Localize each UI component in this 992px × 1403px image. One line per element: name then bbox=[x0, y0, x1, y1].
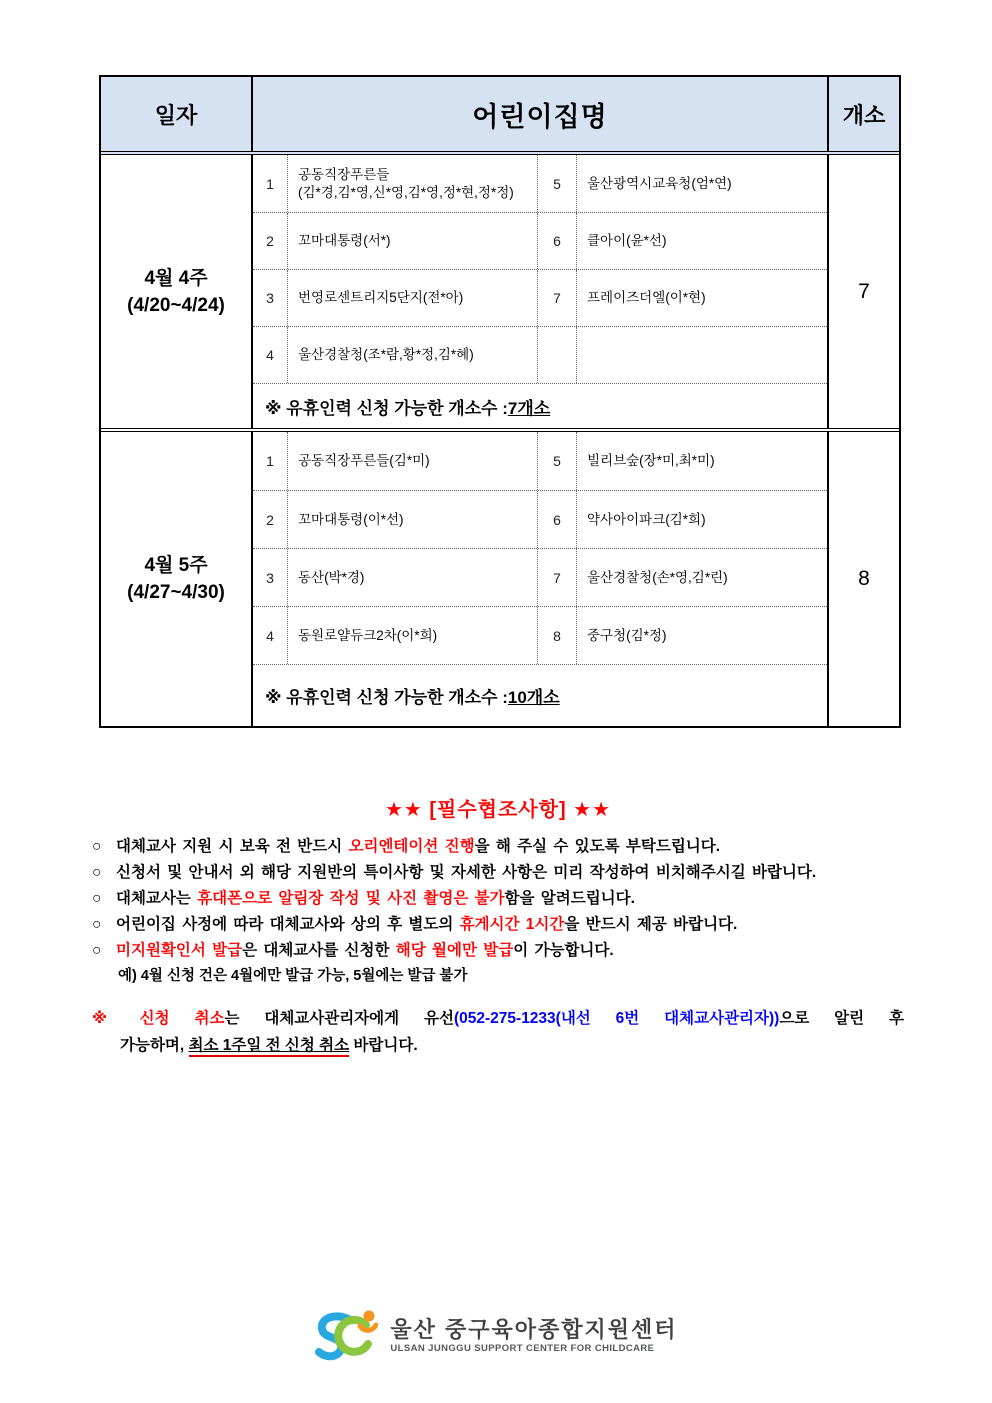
notice-line-certificate bbox=[92, 938, 904, 964]
entry-name: 울산경찰청(손*영,김*린) bbox=[576, 549, 827, 606]
footer-logo-text bbox=[390, 1317, 677, 1354]
schedule-table bbox=[99, 75, 901, 728]
entry-name-line2: (김*경,김*영,신*영,김*영,정*현,정*정) bbox=[298, 184, 514, 200]
week4-count: 7 bbox=[858, 279, 870, 303]
cancel-line2 bbox=[92, 1032, 904, 1059]
entry-name bbox=[576, 327, 827, 383]
table-row bbox=[253, 155, 827, 212]
week5-date-line1: 4월 5주 bbox=[144, 555, 208, 576]
week5-date-line2: (4/27~4/30) bbox=[127, 582, 225, 603]
notice-text: 함을 알려드립니다. bbox=[504, 890, 635, 907]
entry-name: 중구청(김*정) bbox=[576, 607, 827, 664]
entry-name: 클아이(윤*선) bbox=[576, 213, 827, 269]
entry-number: 2 bbox=[266, 511, 274, 528]
week5-entries bbox=[251, 432, 829, 726]
bullet-circle-icon: ○ bbox=[92, 916, 102, 933]
week-row-april-5 bbox=[101, 432, 899, 726]
table-row bbox=[253, 326, 827, 383]
cancel-line1 bbox=[92, 1005, 904, 1032]
notice-line-orientation bbox=[92, 834, 904, 860]
week4-date-line2: (4/20~4/24) bbox=[127, 294, 225, 316]
entry-name: 꼬마대통령(서*) bbox=[287, 213, 537, 269]
bullet-circle-icon: ○ bbox=[92, 838, 102, 855]
entry-name: 동산(박*경) bbox=[287, 549, 537, 606]
notice-text: 신청서 및 안내서 외 해당 지원반의 특이사항 및 자세한 사항은 미리 작성하여 비치해주시길 바랍니다. bbox=[116, 864, 817, 881]
note-label: ※ 유휴인력 신청 가능한 개소수 : bbox=[265, 688, 508, 707]
notice-text: 대체교사는 bbox=[116, 890, 198, 907]
note-value: 7개소 bbox=[507, 398, 551, 418]
notice-text: 대체교사 지원 시 보육 전 반드시 bbox=[116, 838, 349, 855]
week5-count: 8 bbox=[858, 567, 870, 590]
week5-idle-capacity-note bbox=[253, 664, 827, 726]
entry-number: 3 bbox=[266, 569, 274, 586]
notice-text-red: 오리엔테이션 진행 bbox=[348, 838, 475, 855]
table-row bbox=[253, 432, 827, 490]
notice-line-application-form bbox=[92, 860, 904, 886]
table-row bbox=[253, 606, 827, 664]
table-header-row bbox=[101, 77, 899, 155]
table-row bbox=[253, 269, 827, 326]
entry-number: 7 bbox=[537, 549, 576, 606]
entry-number: 4 bbox=[266, 347, 274, 363]
entry-name-line1: 공동직장푸른들 bbox=[298, 166, 390, 182]
note-label: ※ 유휴인력 신청 가능한 개소수 : bbox=[265, 398, 508, 418]
header-center-name: 어린이집명 bbox=[251, 77, 829, 151]
entry-number: 7 bbox=[537, 270, 576, 326]
notice-line-break-time bbox=[92, 912, 904, 938]
entry-number: 8 bbox=[537, 607, 576, 664]
notice-text-red: 미지원확인서 발급 bbox=[116, 942, 243, 959]
notice-section bbox=[92, 793, 904, 1059]
note-value: 10개소 bbox=[507, 688, 560, 707]
cancel-text: 으로 알린 후 bbox=[779, 1010, 905, 1027]
notice-title: ★★ [필수협조사항] ★★ bbox=[384, 799, 612, 821]
cancel-phone-number: (052-275-1233(내선 6번 대체교사관리자)) bbox=[453, 1010, 780, 1027]
center-logo-icon bbox=[314, 1308, 378, 1362]
entry-name: 꼬마대통령(이*선) bbox=[287, 491, 537, 548]
bullet-circle-icon: ○ bbox=[92, 864, 102, 881]
center-name-english: ULSAN JUNGGU SUPPORT CENTER FOR CHILDCARE bbox=[390, 1342, 655, 1354]
bullet-circle-icon: ○ bbox=[92, 890, 102, 907]
cancel-text: 바랍니다. bbox=[349, 1037, 418, 1054]
week4-entries bbox=[251, 155, 829, 428]
notice-text: 은 대체교사를 신청한 bbox=[242, 942, 396, 959]
notice-text: 어린이집 사정에 따라 대체교사와 상의 후 별도의 bbox=[116, 916, 460, 933]
table-row bbox=[253, 548, 827, 606]
entry-name: 프레이즈더엘(이*현) bbox=[576, 270, 827, 326]
cancel-notice bbox=[92, 1005, 904, 1059]
footer-logo bbox=[0, 1308, 992, 1362]
entry-name: 약사아이파크(김*희) bbox=[576, 491, 827, 548]
cancel-text-red: 신청 취소 bbox=[139, 1010, 225, 1027]
entry-name bbox=[287, 155, 537, 212]
cancel-text-underlined: 최소 1주일 전 신청 취소 bbox=[189, 1037, 350, 1057]
table-row bbox=[253, 212, 827, 269]
header-count: 개소 bbox=[842, 102, 886, 128]
notice-text-red: 휴게시간 1시간 bbox=[459, 916, 565, 933]
notice-text: 을 반드시 제공 바랍니다. bbox=[564, 916, 738, 933]
notice-text-red: 해당 월에만 발급 bbox=[395, 942, 514, 959]
entry-name: 울산광역시교육청(엄*연) bbox=[576, 155, 827, 212]
entry-number: 6 bbox=[537, 213, 576, 269]
notice-text-red: 휴대폰으로 알림장 작성 및 사진 촬영은 불가 bbox=[197, 890, 505, 907]
entry-number: 4 bbox=[266, 627, 274, 644]
entry-name: 울산경찰청(조*람,황*정,김*혜) bbox=[287, 327, 537, 383]
entry-number: 5 bbox=[537, 155, 576, 212]
week4-date bbox=[101, 155, 251, 428]
notice-example-line: 예) 4월 신청 건은 4월에만 발급 가능, 5월에는 발급 불가 bbox=[118, 968, 468, 984]
entry-number: 3 bbox=[266, 290, 274, 306]
bullet-circle-icon: ○ bbox=[92, 942, 102, 959]
week4-date-line1: 4월 4주 bbox=[144, 267, 208, 289]
asterisk-mark-icon: ※ bbox=[92, 1010, 128, 1027]
week5-date bbox=[101, 432, 251, 726]
entry-number: 1 bbox=[266, 453, 274, 469]
week4-idle-capacity-note bbox=[253, 383, 827, 428]
entry-name: 번영로센트리지5단지(전*아) bbox=[287, 270, 537, 326]
table-row bbox=[253, 490, 827, 548]
notice-line-phone-restriction bbox=[92, 886, 904, 912]
center-name-korean: 울산 중구육아종합지원센터 bbox=[390, 1316, 678, 1342]
notice-text: 이 가능합니다. bbox=[513, 942, 614, 959]
entry-number: 2 bbox=[266, 233, 274, 249]
entry-number: 6 bbox=[537, 491, 576, 548]
entry-name: 빌리브숲(장*미,최*미) bbox=[576, 432, 827, 490]
entry-number: 5 bbox=[537, 432, 576, 490]
entry-name: 공동직장푸른들(김*미) bbox=[287, 432, 537, 490]
entry-number: 1 bbox=[266, 175, 274, 192]
header-date: 일자 bbox=[154, 102, 198, 128]
week-row-april-4 bbox=[101, 155, 899, 432]
notice-text: 을 해 주실 수 있도록 부탁드립니다. bbox=[474, 838, 721, 855]
cancel-text: 는 대체교사관리자에게 유선 bbox=[224, 1010, 454, 1027]
cancel-text: 가능하며, bbox=[120, 1037, 189, 1054]
entry-name: 동원로얄듀크2차(이*희) bbox=[287, 607, 537, 664]
entry-number bbox=[537, 327, 576, 383]
